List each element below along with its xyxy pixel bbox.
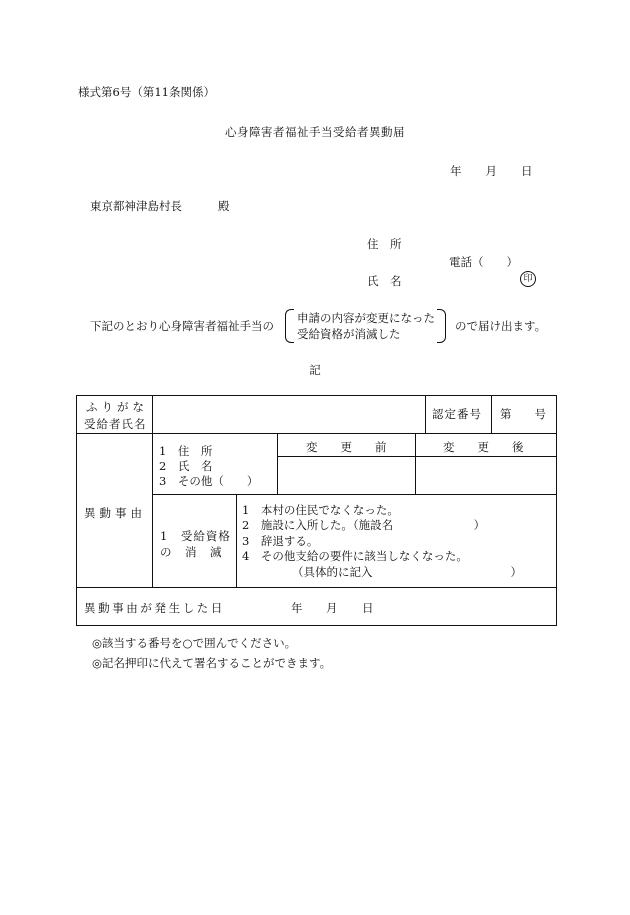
- change-item-other: 3 その他（ ）: [159, 474, 259, 488]
- occurred-year-label: 年: [291, 601, 303, 615]
- statement-prefix: 下記のとおり心身障害者福祉手当の: [90, 319, 274, 333]
- statement-option-lost: 受給資格が消滅した: [297, 327, 401, 341]
- ki-heading: 記: [309, 363, 321, 377]
- seal-mark: 印: [520, 271, 536, 287]
- note-circle-number: ◎該当する番号を○で囲んでください。: [92, 636, 297, 650]
- phone-label: 電話（ ）: [449, 255, 518, 269]
- change-item-name: 2 氏 名: [159, 459, 213, 473]
- name-label: 氏 名: [367, 274, 402, 288]
- loss-item-2: 2 施設に入所した。（施設名 ）: [242, 518, 486, 532]
- form-number: 様式第6号（第11条関係）: [78, 85, 215, 99]
- loss-item-3: 3 辞退する。: [242, 534, 319, 548]
- form-title: 心身障害者福祉手当受給者異動届: [225, 125, 405, 139]
- addressee: [90, 198, 230, 214]
- address-label: 住 所: [367, 237, 402, 251]
- right-brace: [437, 309, 446, 343]
- after-change-field[interactable]: [419, 460, 553, 490]
- loss-of-eligibility-label-2: の 消 滅: [160, 545, 223, 559]
- before-change-field[interactable]: [281, 460, 411, 490]
- loss-item-1: 1 本村の住民でなくなった。: [242, 503, 399, 517]
- certification-number-label: 認定番号: [432, 407, 482, 421]
- date-day-label: 日: [521, 164, 533, 178]
- statement-suffix: ので届け出ます。: [455, 319, 547, 333]
- date-line: [450, 163, 533, 179]
- furigana-label: ふりがな: [86, 400, 148, 414]
- date-year-label: 年: [450, 164, 462, 178]
- note-signature: ◎記名押印に代えて署名することができます。: [92, 656, 332, 670]
- loss-item-4: 4 その他支給の要件に該当しなくなった。: [242, 549, 468, 563]
- occurred-day-label: 日: [362, 601, 374, 615]
- change-item-address: 1 住 所: [159, 444, 213, 458]
- addressee-honorific: 殿: [218, 199, 230, 213]
- addressee-name: 東京都神津島村長: [90, 199, 182, 213]
- reason-label: 異動事由: [84, 506, 146, 520]
- date-month-label: 月: [485, 164, 497, 178]
- before-change-label: 変 更 前: [306, 440, 387, 454]
- recipient-name-label: 受給者氏名: [84, 417, 147, 431]
- recipient-name-field[interactable]: [161, 404, 421, 426]
- occurred-date-label: 異動事由が発生した日: [84, 601, 225, 615]
- certification-number-value[interactable]: 第 号: [500, 407, 546, 421]
- loss-item-detail: （具体的に記入 ）: [292, 565, 522, 579]
- statement-option-changed: 申請の内容が変更になった: [297, 311, 435, 325]
- occurred-month-label: 月: [326, 601, 338, 615]
- loss-of-eligibility-label: 1 受給資格: [160, 529, 231, 543]
- after-change-label: 変 更 後: [443, 440, 524, 454]
- left-brace: [285, 309, 294, 343]
